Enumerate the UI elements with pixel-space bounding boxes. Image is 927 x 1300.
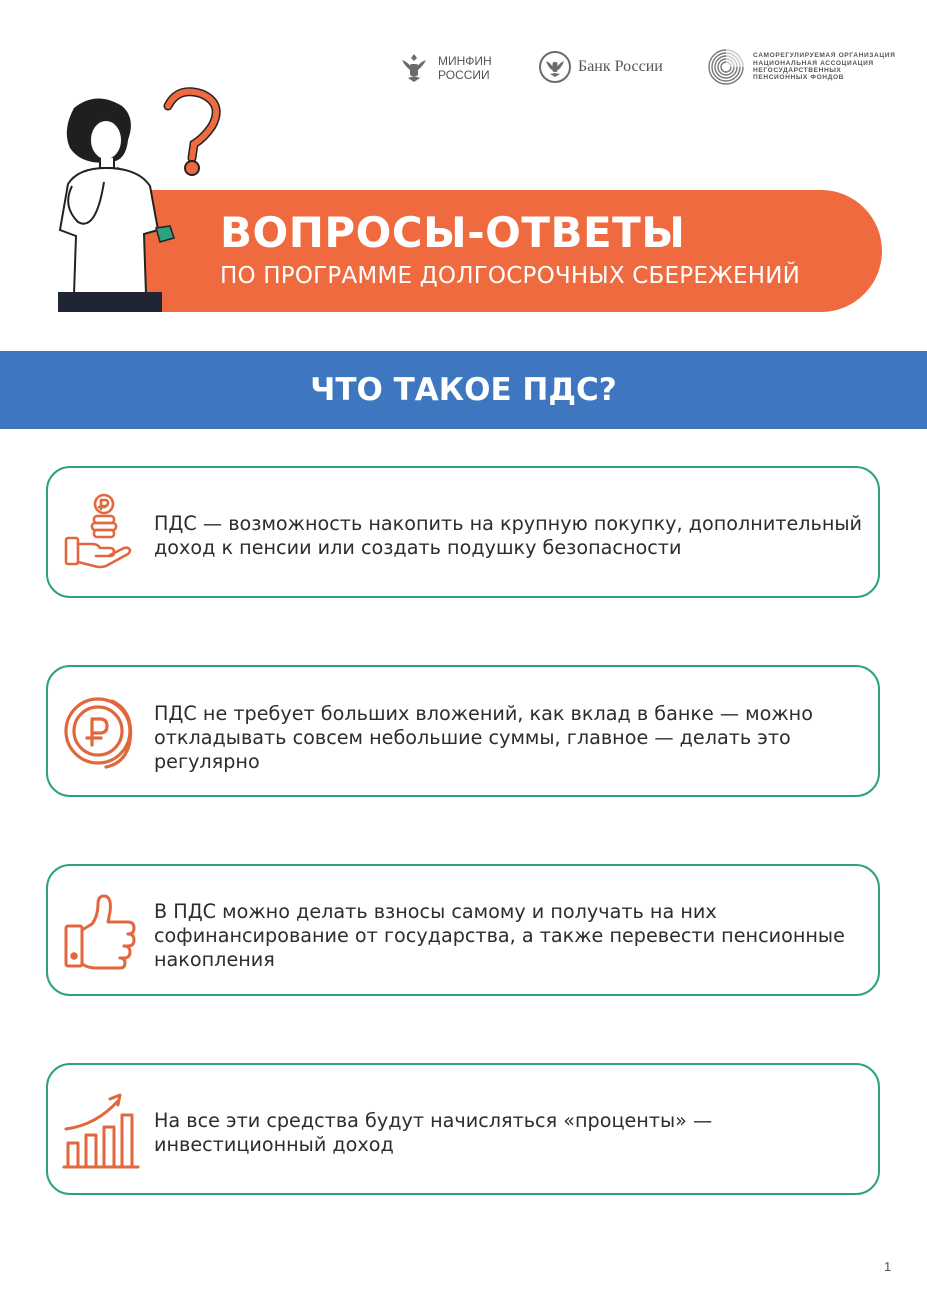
ruble-coin-icon: [62, 691, 140, 773]
sro-line3: НЕГОСУДАРСТВЕННЫХ: [753, 67, 842, 74]
minfin-logo: [396, 50, 492, 86]
bank-eagle-icon: [538, 50, 572, 84]
double-headed-eagle-icon: [396, 50, 432, 86]
bank-russia-name: Банк России: [578, 58, 663, 75]
card-2-text: ПДС не требует больших вложений, как вклад в банке — можно откладывать совсем небольшие суммы, главное — делать это регулярно: [154, 702, 813, 773]
question-mark-icon: [168, 92, 216, 175]
info-card-1: [46, 466, 880, 598]
section-title: ЧТО ТАКОЕ ПДС?: [310, 372, 617, 408]
minfin-line1: МИНФИН: [438, 54, 492, 68]
minfin-line2: РОССИИ: [438, 68, 490, 82]
info-card-3: [46, 864, 880, 996]
page-number: 1: [884, 1259, 892, 1274]
banner-title: ВОПРОСЫ-ОТВЕТЫ: [220, 208, 686, 257]
info-card-2: [46, 665, 880, 797]
thinking-woman-illustration: [28, 84, 228, 312]
bank-russia-logo: [538, 50, 663, 84]
card-3-text: В ПДС можно делать взносы самому и получать на них софинансирование от государства, а также перевести пенсионные накопления: [154, 900, 845, 971]
card-4-text: На все эти средства будут начисляться «проценты» — инвестиционный доход: [154, 1109, 713, 1156]
banner-subtitle: ПО ПРОГРАММЕ ДОЛГОСРОЧНЫХ СБЕРЕЖЕНИЙ: [220, 263, 801, 289]
card-1-text: ПДС — возможность накопить на крупную покупку, дополнительный доход к пенсии или создать подушку безопасности: [154, 512, 863, 559]
sro-line4: ПЕНСИОННЫХ ФОНДОВ: [753, 74, 845, 82]
concentric-circles-icon: [707, 48, 745, 86]
thumbs-up-icon: [62, 890, 140, 972]
info-card-4: [46, 1063, 880, 1195]
hand-with-coins-icon: [62, 492, 140, 574]
sro-line1: САМОРЕГУЛИРУЕМАЯ ОРГАНИЗАЦИЯ: [753, 52, 896, 60]
sro-line2: НАЦИОНАЛЬНАЯ АССОЦИАЦИЯ: [753, 59, 874, 67]
growth-chart-icon: [62, 1089, 140, 1171]
napf-logo: [707, 48, 895, 86]
